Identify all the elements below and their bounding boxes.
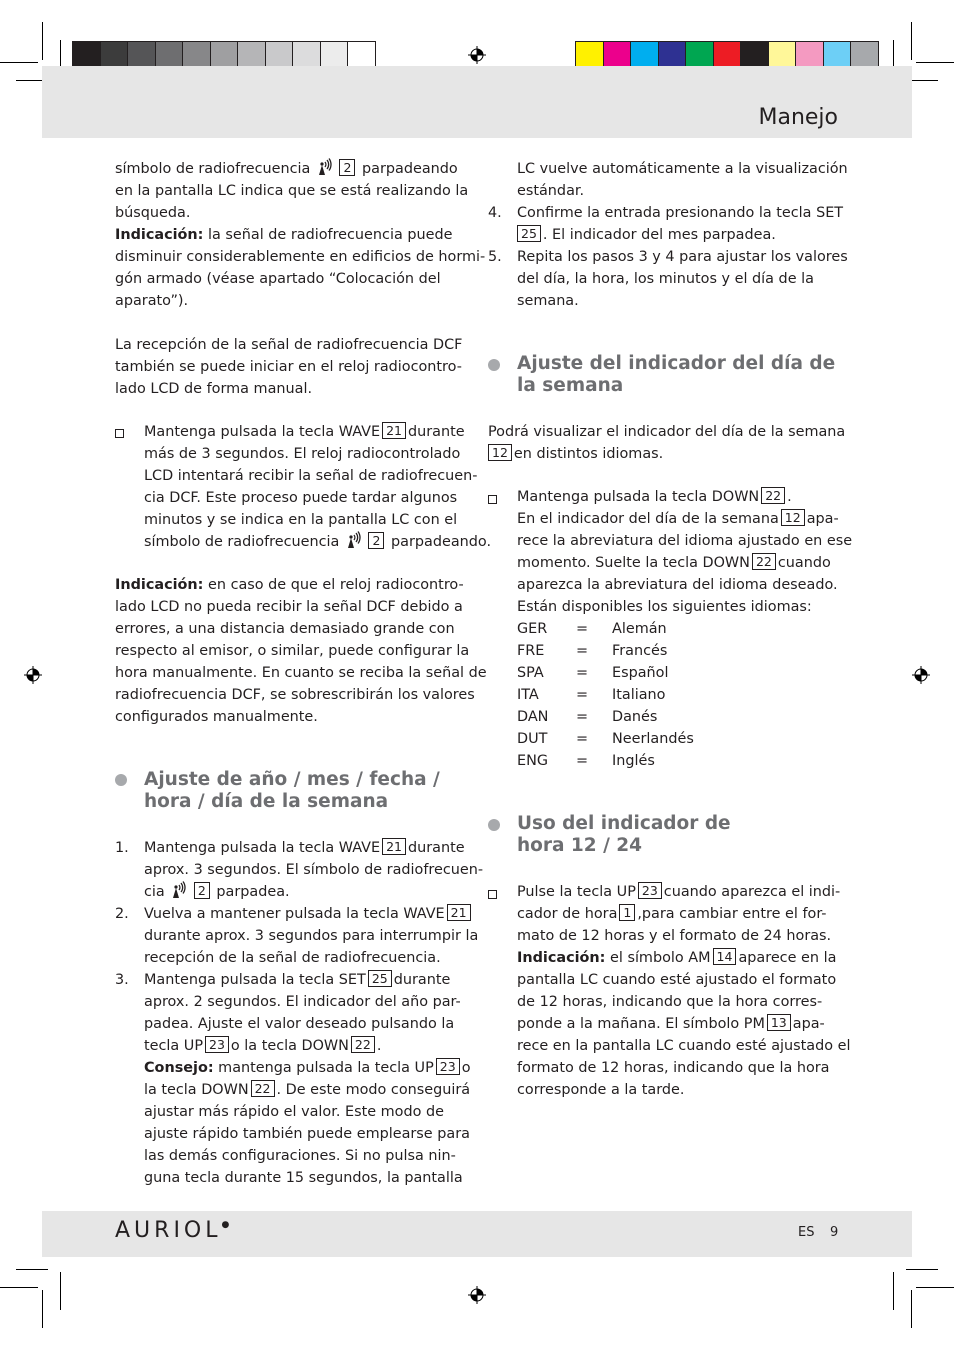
steps-list: 1. Mantenga pulsada la tecla WAVE 21 durante aprox. 3 segundos. El símbolo de radiofrecuen- cia 2 parpadea. 2. Vuelva a mantener pulsada la tecla WAVE 21 durante aprox. 3 segundos para interrumpir la recepción de la señal de radiofrecuencia. 3. Mantenga pulsada la tecla SET 25 durante aprox. 2 segundos. El indicador del año par- padea. Ajuste el valor deseado pulsando la tecla UP 23 o la tecla DOWN 22 . Consejo: mantenga pulsada la tecla UP 23 o la tecla DOWN 22 . De este modo conseguirá ajustar más rápido el valor. Este modo de ajuste rápido también puede emplearse para las demás configuraciones. Si no pulsa nin- guna tecla durante 15 segundos, la pantalla xyxy=(115,839,484,1186)
color-swatch xyxy=(823,41,852,69)
crop-mark xyxy=(893,1272,894,1310)
language-eq: = xyxy=(576,709,589,725)
bullet-item: Pulse la tecla UP 23 cuando aparezca el indi- cador de hora 1 ,para cambiar entre el for- mato de 12 horas y el formato de 24 horas. Indicación: el símbolo AM 14 aparece en la pantalla LC cuando esté ajustado el formato de 12 horas, indicando que la hora corres- ponde a la mañana. El símbolo PM 13 apa- rece en la pantalla LC cuando esté ajustado el formato de 12 horas, indicando que la hora corresponde a la tarde. xyxy=(517,883,851,1098)
registration-mark-icon xyxy=(468,46,486,64)
gray-swatch xyxy=(72,41,101,69)
note-label: Indicación: xyxy=(517,950,606,966)
gray-swatch xyxy=(182,41,211,69)
tip-label: Consejo: xyxy=(144,1060,214,1076)
page-number: 9 xyxy=(830,1225,839,1240)
reference-number: 2 xyxy=(339,159,355,176)
color-swatch xyxy=(740,41,769,69)
crop-mark xyxy=(916,1287,954,1288)
crop-mark xyxy=(60,1272,61,1310)
language-row xyxy=(517,728,847,750)
section-heading: Ajuste del indicador del día de la semana xyxy=(517,353,836,396)
color-swatch xyxy=(795,41,824,69)
reference-number: 23 xyxy=(638,882,662,899)
language-list xyxy=(517,618,847,772)
section-heading: Ajuste de año / mes / fecha / hora / día de la semana xyxy=(144,769,440,812)
reference-number: 25 xyxy=(368,970,392,987)
crop-mark xyxy=(916,62,954,63)
language-name: Inglés xyxy=(612,753,655,769)
language-eq: = xyxy=(576,665,589,681)
bullet-item: Mantenga pulsada la tecla WAVE 21 durante más de 3 segundos. El reloj radiocontrolado LCD intentará recibir la señal de radiofrecuen- cia DCF. Este proceso puede tardar algunos minutos y se indica en la pantalla LC con el símbolo de radiofrecuencia 2 parpadeando. xyxy=(144,423,492,550)
reference-number: 23 xyxy=(205,1036,229,1053)
color-swatch xyxy=(630,41,659,69)
color-swatch xyxy=(850,41,879,69)
color-swatch xyxy=(658,41,687,69)
language-row xyxy=(517,662,847,684)
gray-swatch xyxy=(347,41,376,69)
crop-mark xyxy=(911,1290,912,1328)
registration-mark-icon xyxy=(468,1286,486,1304)
brand-logo-text: AURIOL xyxy=(115,1218,222,1243)
radio-signal-icon xyxy=(344,531,362,549)
radio-signal-icon xyxy=(169,881,187,899)
gray-swatch xyxy=(155,41,184,69)
gray-swatch xyxy=(100,41,129,69)
reference-number: 2 xyxy=(368,532,384,549)
footer-language: ES xyxy=(798,1225,815,1240)
language-name: Danés xyxy=(612,709,658,725)
language-name: Español xyxy=(612,665,669,681)
bullet-square-icon xyxy=(115,429,124,438)
paragraph: Podrá visualizar el indicador del día de la semana 12 en distintos idiomas. xyxy=(488,424,846,462)
left-column: símbolo de radiofrecuencia 2 parpadeando en la pantalla LC indica que se está realizando la búsqueda. Indicación: la señal de radiofrecuencia puede disminuir considerablemente en edificios de hormi- gón armado (véase apartado “Colocación del aparato”). La recepción de la señal de radiofrecuencia DCF también se puede iniciar en el reloj radiocontro- lado LCD de forma manual. xyxy=(115,160,486,397)
radio-signal-icon xyxy=(315,158,333,176)
note-label: Indicación: xyxy=(115,577,204,593)
gray-swatch xyxy=(265,41,294,69)
crop-mark xyxy=(42,22,43,60)
reference-number: 21 xyxy=(382,838,406,855)
language-name: Francés xyxy=(612,643,668,659)
language-eq: = xyxy=(576,731,589,747)
language-name: Alemán xyxy=(612,621,667,637)
language-row xyxy=(517,706,847,728)
gray-swatch xyxy=(292,41,321,69)
language-eq: = xyxy=(576,687,589,703)
color-swatch xyxy=(768,41,797,69)
registration-mark-icon xyxy=(912,666,930,684)
reference-number: 22 xyxy=(251,1080,275,1097)
brand-logo: AURIOL● xyxy=(115,1218,230,1243)
crop-mark xyxy=(16,1269,48,1270)
language-eq: = xyxy=(576,753,589,769)
color-swatch xyxy=(685,41,714,69)
reference-number: 13 xyxy=(767,1014,791,1031)
reference-number: 22 xyxy=(351,1036,375,1053)
reference-number: 23 xyxy=(436,1058,460,1075)
language-row xyxy=(517,618,847,640)
language-row xyxy=(517,750,847,772)
language-code: SPA xyxy=(517,665,544,681)
crop-mark xyxy=(0,1287,38,1288)
reference-number: 21 xyxy=(382,422,406,439)
language-code: ENG xyxy=(517,753,549,769)
language-name: Neerlandés xyxy=(612,731,694,747)
reference-number: 12 xyxy=(488,444,512,461)
right-column: LC vuelve automáticamente a la visualización estándar. 4. Confirme la entrada presionando la tecla SET 25 . El indicador del mes parpadea. 5. Repita los pasos 3 y 4 para ajustar los valores del día, la hora, los minutos y el día de la semana. xyxy=(488,161,848,309)
language-code: GER xyxy=(517,621,548,637)
reference-number: 2 xyxy=(194,882,210,899)
gray-swatch xyxy=(127,41,156,69)
note-label: Indicación: xyxy=(115,227,204,243)
language-row xyxy=(517,684,847,706)
bullet-square-icon xyxy=(488,495,497,504)
language-eq: = xyxy=(576,643,589,659)
color-swatch xyxy=(603,41,632,69)
crop-mark xyxy=(906,1269,938,1270)
reference-number: 21 xyxy=(447,904,471,921)
language-code: DAN xyxy=(517,709,549,725)
gray-swatch xyxy=(237,41,266,69)
bullet-square-icon xyxy=(488,890,497,899)
bullet-item: Mantenga pulsada la tecla DOWN 22 . En el indicador del día de la semana 12 apa- rece la abreviatura del idioma ajustado en ese momento. Suelte la tecla DOWN 22 cuando aparezca la abreviatura del idioma deseado. Están disponibles los siguientes idiomas: GER = Alemán FRE = Francés SPA = Español ITA = Italiano DAN = Danés DUT = Neerlandés ENG = Inglés xyxy=(517,486,847,772)
crop-mark xyxy=(911,22,912,60)
reference-number: 1 xyxy=(619,904,635,921)
language-code: DUT xyxy=(517,731,548,747)
reference-number: 14 xyxy=(713,948,737,965)
reference-number: 22 xyxy=(752,553,776,570)
color-swatch xyxy=(575,41,604,69)
language-eq: = xyxy=(576,621,589,637)
reference-number: 22 xyxy=(761,487,785,504)
heading-bullet-icon xyxy=(488,359,500,371)
language-name: Italiano xyxy=(612,687,666,703)
crop-mark xyxy=(0,62,38,63)
crop-mark xyxy=(42,1290,43,1328)
heading-bullet-icon xyxy=(115,774,127,786)
section-heading: Uso del indicador de hora 12 / 24 xyxy=(517,813,731,856)
language-row xyxy=(517,640,847,662)
page-title: Manejo xyxy=(758,105,838,130)
language-code: ITA xyxy=(517,687,539,703)
reference-number: 25 xyxy=(517,225,541,242)
language-code: FRE xyxy=(517,643,545,659)
heading-bullet-icon xyxy=(488,819,500,831)
gray-swatch xyxy=(210,41,239,69)
color-swatch xyxy=(713,41,742,69)
gray-swatch xyxy=(320,41,349,69)
note-paragraph: Indicación: en caso de que el reloj radiocontro- lado LCD no pueda recibir la señal DCF debido a errores, a una distancia demasiado grande con respecto al emisor, o similar, puede configurar la hora manualmente. En cuanto se reciba la señal de radiofrecuencia DCF, se sobrescribirán los valores configurados manualmente. xyxy=(115,577,487,725)
reference-number: 12 xyxy=(781,509,805,526)
registration-mark-icon xyxy=(24,666,42,684)
